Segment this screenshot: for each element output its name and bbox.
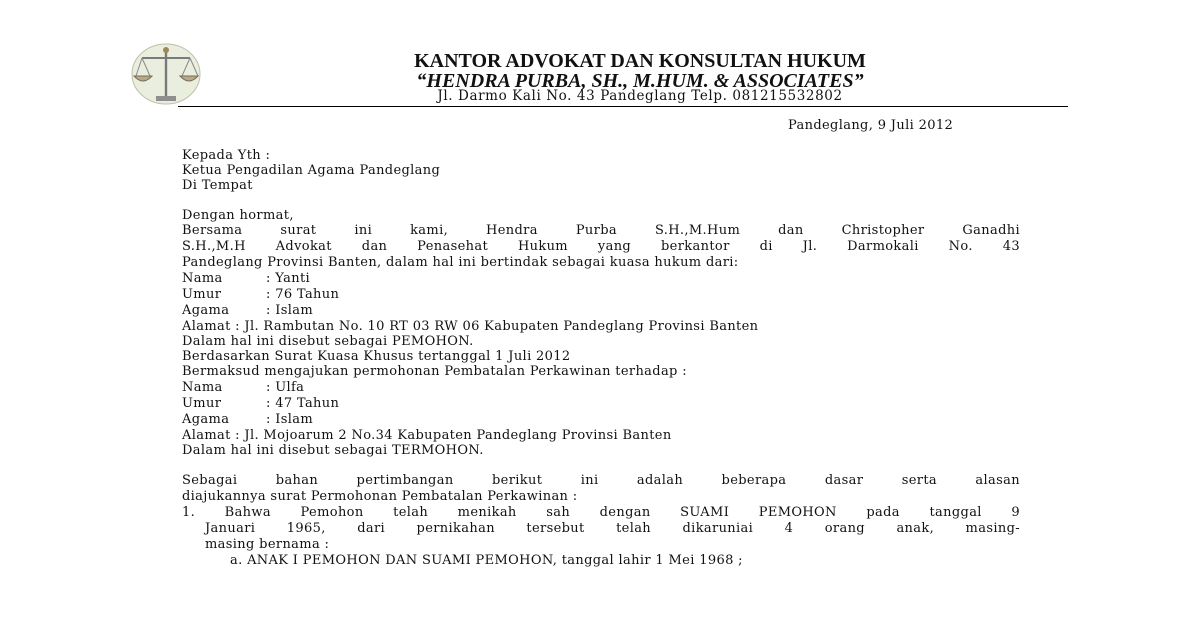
field-label: Agama [182, 303, 230, 318]
power-of-attorney: Berdasarkan Surat Kuasa Khusus tertanggal 1 Juli 2012 [182, 349, 571, 364]
recipient-label: Kepada Yth : [182, 148, 271, 163]
letter-date: Pandeglang, 9 Juli 2012 [788, 118, 954, 133]
respondent-religion-row [182, 412, 313, 428]
field-value: : Ulfa [266, 380, 305, 395]
field-value: : Islam [266, 412, 314, 427]
point-1-line: 1. Bahwa Pemohon telah menikah sah dengan SUAMI PEMOHON pada tanggal 9 [182, 505, 1020, 520]
field-value: : Islam [266, 303, 314, 318]
field-label: Nama [182, 380, 223, 395]
field-value: : 76 Tahun [266, 287, 340, 302]
intro-line: S.H.,M.H Advokat dan Penasehat Hukum yang berkantor di Jl. Darmokali No. 43 [182, 239, 1020, 254]
intent-line: Bermaksud mengajukan permohonan Pembatalan Perkawinan terhadap : [182, 364, 687, 379]
respondent-address: Alamat : Jl. Mojoarum 2 No.34 Kabupaten Pandeglang Provinsi Banten [182, 428, 672, 443]
field-label: Umur [182, 287, 222, 302]
reason-line: diajukannya surat Permohonan Pembatalan Perkawinan : [182, 489, 578, 504]
respondent-age-row [182, 396, 339, 412]
recipient-place: Di Tempat [182, 178, 253, 193]
petitioner-religion-row [182, 303, 313, 319]
recipient-addressee: Ketua Pengadilan Agama Pandeglang [182, 163, 441, 178]
greeting: Dengan hormat, [182, 208, 294, 223]
petitioner-age-row [182, 287, 339, 303]
point-1-line: masing bernama : [205, 537, 330, 552]
respondent-designation: Dalam hal ini disebut sebagai TERMOHON. [182, 443, 484, 458]
field-value: : 47 Tahun [266, 396, 340, 411]
intro-line: Pandeglang Provinsi Banten, dalam hal ini bertindak sebagai kuasa hukum dari: [182, 255, 739, 270]
petitioner-address: Alamat : Jl. Rambutan No. 10 RT 03 RW 06 Kabupaten Pandeglang Provinsi Banten [182, 319, 759, 334]
petitioner-name-row [182, 271, 310, 287]
field-label: Agama [182, 412, 230, 427]
field-label: Umur [182, 396, 222, 411]
firm-name: “HENDRA PURBA, SH., M.HUM. & ASSOCIATES” [416, 70, 864, 92]
reason-line: Sebagai bahan pertimbangan berikut ini adalah beberapa dasar serta alasan [182, 473, 1020, 488]
respondent-name-row [182, 380, 304, 396]
point-1a-line: a. ANAK I PEMOHON DAN SUAMI PEMOHON, tanggal lahir 1 Mei 1968 ; [230, 553, 743, 568]
point-1-line: Januari 1965, dari pernikahan tersebut telah dikaruniai 4 orang anak, masing- [205, 521, 1020, 536]
field-value: : Yanti [266, 271, 311, 286]
header-divider [178, 106, 1068, 107]
law-firm-logo [128, 40, 203, 108]
petitioner-designation: Dalam hal ini disebut sebagai PEMOHON. [182, 334, 474, 349]
firm-address: Jl. Darmo Kali No. 43 Pandeglang Telp. 081215532802 [437, 88, 843, 104]
intro-line: Bersama surat ini kami, Hendra Purba S.H.,M.Hum dan Christopher Ganadhi [182, 223, 1020, 238]
firm-title: KANTOR ADVOKAT DAN KONSULTAN HUKUM [414, 50, 866, 72]
field-label: Nama [182, 271, 223, 286]
